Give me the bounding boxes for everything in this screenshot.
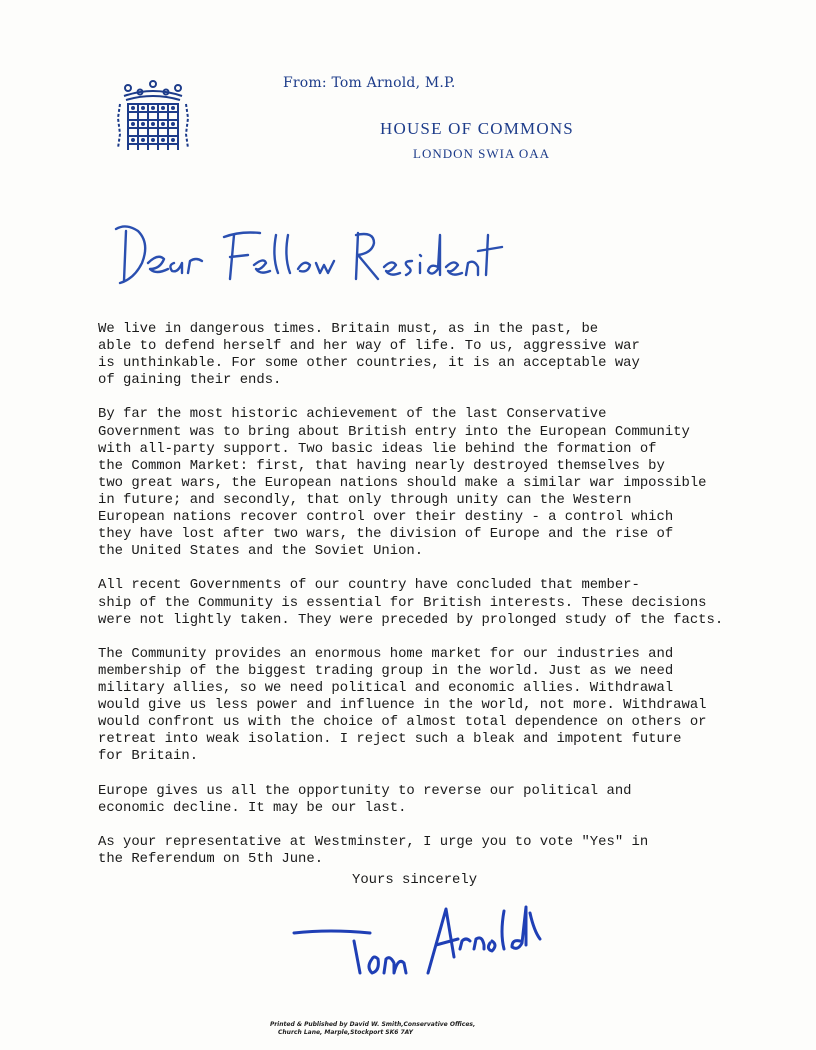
paragraph: As your representative at Westminster, I urge you to vote "Yes" in the Referendum on 5th June.	[98, 833, 649, 867]
paragraph: All recent Governments of our country have concluded that member- ship of the Community is essential for British interests. These decisions were not lightly taken. They were preceded by prolonged study of the facts.	[98, 577, 724, 628]
letter-body	[98, 321, 738, 885]
house-of-commons-heading: HOUSE OF COMMONS	[380, 119, 574, 138]
from-line: From: Tom Arnold, M.P.	[283, 75, 456, 91]
paragraph: Europe gives us all the opportunity to reverse our political and economic decline. It may be our last.	[98, 782, 632, 816]
printer-imprint: Printed & Published by David W. Smith,Conservative Offices, Church Lane, Marple,Stockport SK6 7AY	[270, 1021, 476, 1036]
paragraph: By far the most historic achievement of the last Conservative Government was to bring about British entry into the European Community with all-party support. Two basic ideas lie behind the formation of the Common Market: first, that having nearly destroyed themselves by two great wars, the European nations should make a similar war impossible in future; and secondly, that only through unity can the Western European nations recover control over their destiny - a control which they have lost after two wars, the division of Europe and the rise of the United States and the Soviet Union.	[98, 406, 707, 560]
portcullis-icon	[114, 78, 192, 160]
address-line: LONDON SWIA OAA	[413, 146, 551, 161]
closing: Yours sincerely	[352, 872, 478, 888]
paragraph: The Community provides an enormous home market for our industries and membership of the biggest trading group in the world. Just as we need military allies, so we need political and economic allies. Withdrawal would give us less power and influence in the world, not more. Withdrawal would confront us with the choice of almost total dependence on others or retreat into weak isolation. I reject such a bleak and impotent future for Britain.	[98, 645, 707, 765]
signature	[290, 893, 580, 983]
paragraph: We live in dangerous times. Britain must, as in the past, be able to defend herself and her way of life. To us, aggressive war is unthinkable. For some other countries, it is an acceptable way of gaining their ends.	[98, 321, 640, 389]
handwritten-salutation	[112, 213, 512, 303]
